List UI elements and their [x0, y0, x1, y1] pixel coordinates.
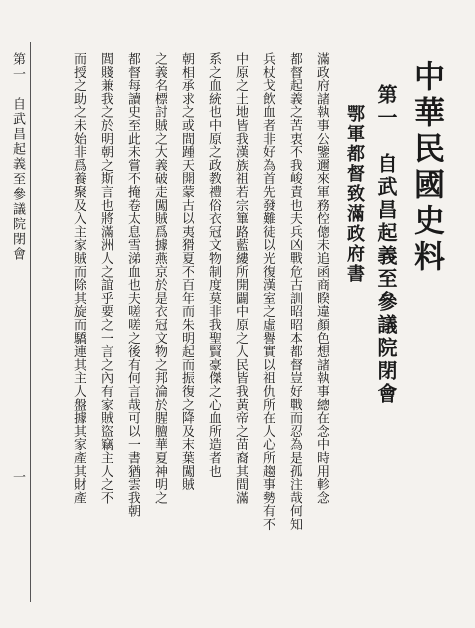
document-title: 鄂軍都督致滿政府書 — [344, 104, 365, 284]
body-column: 而授之助之未始非爲養聚及入主家賊而除其旋而驕連其主人盤據其家產其財產 — [71, 52, 86, 505]
body-column: 都督每讀史至此未嘗不掩卷太息雪涕血也夫嗟嗟之後有何言哉可以一書猶雲我朝 — [125, 52, 140, 518]
running-header: 第一 自武昌起義至參議院閉會 — [10, 52, 25, 262]
body-column: 兵杖戈飲血者非好為首先發難徒以光復漢室之虛譽實以祖仇所在人心所趨事勢有不 — [260, 52, 275, 531]
page-number: 一 — [10, 470, 25, 483]
body-column: 滿政府諸執事公鑒邇來軍務倥傯未追函商睽違顏色想諸執事總在念中時用軫念 — [314, 52, 329, 505]
chapter-heading: 第一 自武昌起義至參議院閉會 — [374, 84, 398, 406]
body-column: 系之血統也中原之政教禮俗衣冠文物制度莫非我聖賢豪傑之心血所造者也 — [206, 52, 221, 478]
body-column: 中原之土地皆我漢族祖若宗篳路藍縷所開闢中原之人民皆我黃帝之苗裔其間滿 — [233, 52, 248, 505]
body-column: 都督起義之苦衷不我峻責也夫兵凶戰危古訓昭昭本都督豈好戰而忍為是孤注哉何知 — [287, 52, 302, 531]
body-column: 朝相承求之或間踵天開蒙古以夷猾夏不百年而朱明起而振復之降及末葉闖賊 — [179, 52, 194, 491]
body-column: 閭賤兼我之於明朝之斯言也將滿洲人之誼乎要之一言之內有家賊盜竊主人之不 — [98, 52, 113, 505]
running-header-rule — [30, 42, 31, 602]
body-column: 之義名標討賊之大義破走闖賊爲據燕京於是衣冠文物之邦淪於腥膻華夏神明之 — [152, 52, 167, 505]
book-title: 中華民國史料 — [408, 60, 444, 276]
